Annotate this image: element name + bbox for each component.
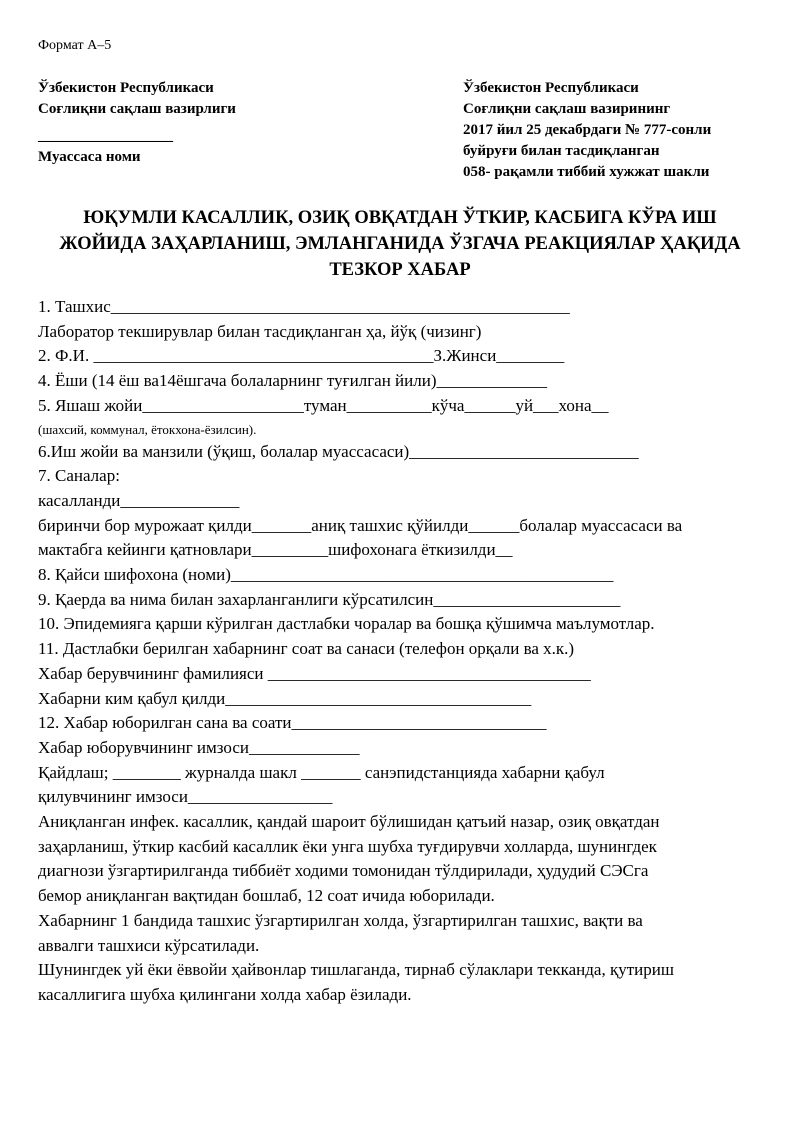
field-registration: Қайдлаш; ________ журналда шакл _______ санэпидстанцияда хабарни қабул bbox=[38, 762, 605, 782]
field-diagnosis: 1. Ташхис______________________________________________________ bbox=[38, 297, 570, 316]
field-fell-ill: касалланди______________ bbox=[38, 490, 240, 510]
field-age: 4. Ёши (14 ёш ва14ёшгача болаларнинг туғилган йили)_____________ bbox=[38, 371, 547, 391]
instruction-line: аввалги ташхиси кўрсатилади. bbox=[38, 935, 260, 955]
header-right-line: 058- рақамли тиббий хужжат шакли bbox=[463, 164, 710, 180]
form-body bbox=[38, 295, 766, 1008]
title-line: ЮҚУМЛИ КАСАЛЛИК, ОЗИҚ ОВҚАТДАН ЎТКИР, КАСБИГА КЎРА ИШ bbox=[83, 208, 717, 228]
field-reporter-surname: Хабар берувчининг фамилияси ______________________________________ bbox=[38, 663, 591, 683]
header-left-line: Ўзбекистон Республикаси bbox=[38, 80, 214, 96]
instruction-line: Хабарнинг 1 бандида ташхис ўзгартирилган холда, ўзгартирилган ташхис, вақти ва bbox=[38, 910, 643, 930]
field-first-visit: биринчи бор мурожаат қилди_______аниқ ташхис қўйилди______болалар муассасаси ва bbox=[38, 515, 683, 535]
header-left bbox=[38, 78, 378, 168]
header-left-line: Соғлиқни сақлаш вазирлиги bbox=[38, 101, 236, 117]
field-receiver-signature: қилувчининг имзоси_________________ bbox=[38, 787, 333, 807]
instruction-line: касаллигига шубха қилингани холда хабар ёзилади. bbox=[38, 984, 412, 1004]
lab-confirmation-line: Лаборатор текширувлар билан тасдиқланган ҳа, йўқ (чизинг) bbox=[38, 321, 482, 341]
field-workplace: 6.Иш жойи ва манзили (ўқиш, болалар муассасаси)___________________________ bbox=[38, 441, 639, 461]
title-line: ТЕЗКОР ХАБАР bbox=[329, 260, 471, 280]
field-name-gender: 2. Ф.И. ________________________________________З.Жинси________ bbox=[38, 346, 565, 366]
field-measures: 10. Эпидемияга қарши кўрилган дастлабки чоралар ва бошқа қўшимча маълумотлар. bbox=[38, 614, 655, 634]
field-receiver: Хабарни ким қабул қилди____________________________________ bbox=[38, 688, 532, 708]
field-initial-report: 11. Дастлабки берилган хабарнинг соат ва санаси (телефон орқали ва х.к.) bbox=[38, 639, 575, 659]
dates-heading: 7. Саналар: bbox=[38, 466, 120, 486]
field-school-hospital: мактабга кейинги қатновлари_________шифохонага ёткизилди__ bbox=[38, 540, 513, 560]
instruction-line: Аниқланган инфек. касаллик, қандай шароит бўлишидан қатъий назар, озиқ овқатдан bbox=[38, 812, 660, 832]
instruction-line: бемор аниқланган вақтидан бошлаб, 12 соат ичида юборилади. bbox=[38, 886, 495, 906]
title-line: ЖОЙИДА ЗАҲАРЛАНИШ, ЭМЛАНГАНИДА ЎЗГАЧА РЕАКЦИЯЛАР ҲАҚИДА bbox=[59, 234, 741, 254]
header-right bbox=[463, 78, 793, 183]
field-sent-date: 12. Хабар юборилган сана ва соати______________________________ bbox=[38, 713, 547, 733]
header-right-line: Ўзбекистон Республикаси bbox=[463, 80, 639, 96]
header-right-line: 2017 йил 25 декабрдаги № 777-сонли bbox=[463, 122, 712, 138]
document-title bbox=[30, 205, 770, 283]
field-residence: 5. Яшаш жойи___________________туман__________кўча______уй___хона__ bbox=[38, 395, 609, 415]
header-right-line: буйруғи билан тасдиқланган bbox=[463, 143, 660, 159]
field-hospital: 8. Қайси шифохона (номи)_____________________________________________ bbox=[38, 565, 614, 585]
institution-name-label: Муассаса номи bbox=[38, 149, 141, 165]
instruction-line: Шунингдек уй ёки ёввойи ҳайвонлар тишлаганда, тирнаб сўлаклари текканда, қутириш bbox=[38, 960, 674, 980]
instruction-line: диагнози ўзгартирилганда тиббиёт ходими томонидан тўлдирилади, ҳудудий СЭСга bbox=[38, 861, 649, 881]
field-sender-signature: Хабар юборувчининг имзоси_____________ bbox=[38, 737, 360, 757]
institution-blank: __________________ bbox=[38, 128, 173, 144]
instruction-line: заҳарланиш, ўткир касбий касаллик ёки унга шубха туғдирувчи холларда, шунингдек bbox=[38, 836, 657, 856]
header-right-line: Соғлиқни сақлаш вазирининг bbox=[463, 101, 671, 117]
field-poisoning: 9. Қаерда ва нима билан захарланганлиги кўрсатилсин______________________ bbox=[38, 589, 621, 609]
format-label: Формат А–5 bbox=[38, 38, 112, 53]
residence-note: (шахсий, коммунал, ётокхона-ёзилсин). bbox=[38, 421, 257, 437]
